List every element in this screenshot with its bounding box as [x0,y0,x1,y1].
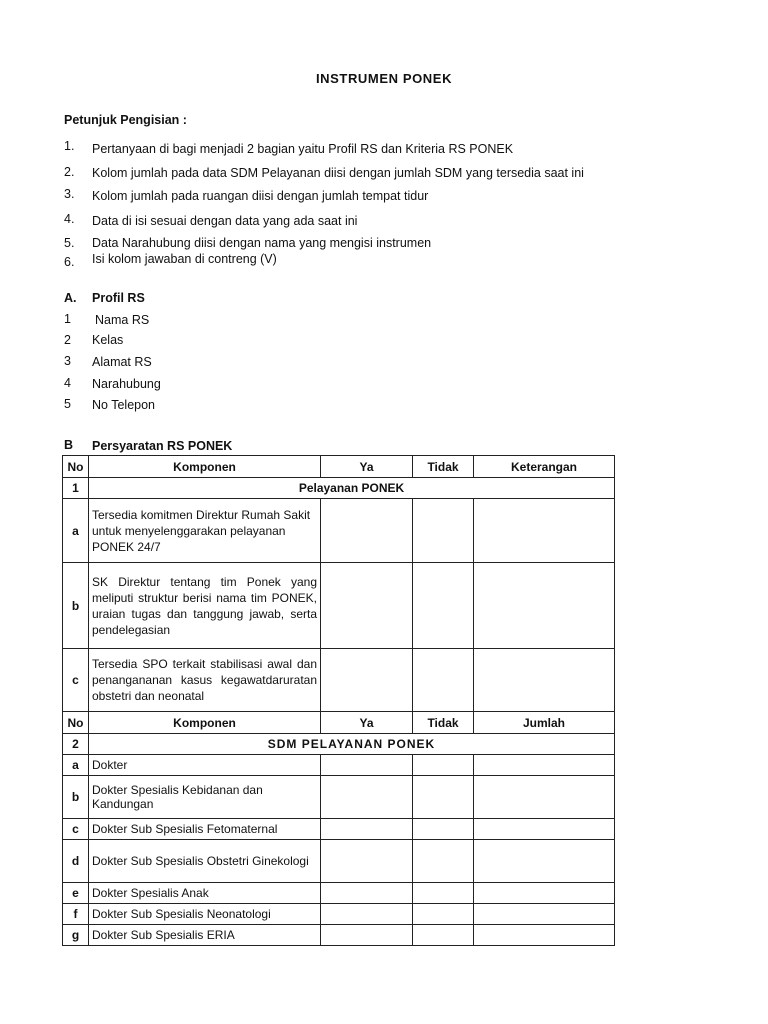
ya-checkbox-cell[interactable] [321,755,413,776]
instruction-text: Pertanyaan di bagi menjadi 2 bagian yaitu Profil RS dan Kriteria RS PONEK [92,142,514,156]
row-letter: g [63,925,89,946]
section-number: 1 [63,478,89,499]
profile-number: 1 [64,312,71,326]
row-letter: e [63,883,89,904]
column-header-keterangan: Keterangan [474,456,615,478]
instruction-number: 4. [64,212,75,226]
row-description: Dokter Spesialis Kebidanan dan Kandungan [89,776,321,819]
ya-checkbox-cell[interactable] [321,819,413,840]
column-header-no: No [63,456,89,478]
row-letter: a [63,755,89,776]
instruction-number: 3. [64,187,75,201]
row-letter: a [63,499,89,563]
table-row [63,755,615,776]
column-header-no: No [63,712,89,734]
profile-number: 3 [64,354,71,368]
ya-checkbox-cell[interactable] [321,840,413,883]
instruction-text: Data di isi sesuai dengan data yang ada saat ini [92,214,358,228]
jumlah-cell[interactable] [474,925,615,946]
ya-checkbox-cell[interactable] [321,776,413,819]
profile-label-narahubung: Narahubung [92,377,161,391]
row-description: Dokter Spesialis Anak [89,883,321,904]
jumlah-cell[interactable] [474,840,615,883]
row-description: Dokter Sub Spesialis Fetomaternal [89,819,321,840]
tidak-checkbox-cell[interactable] [413,563,474,649]
section-a-heading: Profil RS [92,291,145,305]
instructions-heading: Petunjuk Pengisian : [64,113,187,127]
row-description: Dokter Sub Spesialis Obstetri Ginekologi [89,840,321,883]
tidak-checkbox-cell[interactable] [413,776,474,819]
section-number: 2 [63,734,89,755]
section-b-heading: Persyaratan RS PONEK [92,439,233,453]
jumlah-cell[interactable] [474,883,615,904]
jumlah-cell[interactable] [474,776,615,819]
column-header-komponen: Komponen [89,456,321,478]
section-row [63,478,615,499]
row-description: Dokter Sub Spesialis Neonatologi [89,904,321,925]
section-b-letter: B [64,438,74,452]
keterangan-cell[interactable] [474,649,615,712]
row-letter: d [63,840,89,883]
column-header-jumlah: Jumlah [474,712,615,734]
table-row [63,904,615,925]
table-row [63,649,615,712]
instruction-text: Kolom jumlah pada data SDM Pelayanan diisi dengan jumlah SDM yang tersedia saat ini [92,166,584,180]
profile-number: 2 [64,333,71,347]
instruction-number: 5. [64,236,75,250]
requirements-table [62,455,615,946]
table-header-row [63,712,615,734]
profile-label-telepon: No Telepon [92,398,156,412]
instruction-text: Kolom jumlah pada ruangan diisi dengan jumlah tempat tidur [92,189,429,203]
table-row [63,925,615,946]
table-row [63,499,615,563]
section-title: SDM PELAYANAN PONEK [89,734,615,755]
tidak-checkbox-cell[interactable] [413,883,474,904]
row-description: Tersedia SPO terkait stabilisasi awal dan penangananan kasus kegawatdaruratan obstetri dan neonatal [89,649,321,712]
instruction-number: 1. [64,139,75,153]
table-header-row [63,456,615,478]
section-row [63,734,615,755]
profile-label-nama-rs: Nama RS [95,313,150,327]
tidak-checkbox-cell[interactable] [413,755,474,776]
column-header-komponen: Komponen [89,712,321,734]
tidak-checkbox-cell[interactable] [413,649,474,712]
profile-number: 5 [64,397,71,411]
keterangan-cell[interactable] [474,563,615,649]
row-description: SK Direktur tentang tim Ponek yang meliputi struktur berisi nama tim PONEK, uraian tugas dan tanggung jawab, serta pendelegasian [89,563,321,649]
section-title: Pelayanan PONEK [89,478,615,499]
row-letter: c [63,819,89,840]
table-row [63,840,615,883]
tidak-checkbox-cell[interactable] [413,840,474,883]
ya-checkbox-cell[interactable] [321,883,413,904]
profile-label-alamat: Alamat RS [92,355,152,369]
jumlah-cell[interactable] [474,819,615,840]
row-letter: c [63,649,89,712]
ya-checkbox-cell[interactable] [321,499,413,563]
section-a-letter: A. [64,291,77,305]
row-description: Dokter Sub Spesialis ERIA [89,925,321,946]
table-row [63,819,615,840]
column-header-ya: Ya [321,712,413,734]
table-row [63,563,615,649]
tidak-checkbox-cell[interactable] [413,925,474,946]
row-letter: f [63,904,89,925]
row-description: Dokter [89,755,321,776]
column-header-tidak: Tidak [413,456,474,478]
row-letter: b [63,563,89,649]
profile-number: 4 [64,376,71,390]
instruction-text: Data Narahubung diisi dengan nama yang mengisi instrumen [92,236,432,250]
jumlah-cell[interactable] [474,904,615,925]
table-row [63,883,615,904]
document-title: INSTRUMEN PONEK [315,71,453,86]
row-description: Tersedia komitmen Direktur Rumah Sakit untuk menyelenggarakan pelayanan PONEK 24/7 [89,499,321,563]
tidak-checkbox-cell[interactable] [413,499,474,563]
tidak-checkbox-cell[interactable] [413,904,474,925]
ya-checkbox-cell[interactable] [321,904,413,925]
instruction-number: 2. [64,165,75,179]
ya-checkbox-cell[interactable] [321,925,413,946]
ya-checkbox-cell[interactable] [321,649,413,712]
instruction-text: Isi kolom jawaban di contreng (V) [92,252,277,266]
keterangan-cell[interactable] [474,499,615,563]
instruction-number: 6. [64,255,75,269]
ya-checkbox-cell[interactable] [321,563,413,649]
column-header-tidak: Tidak [413,712,474,734]
column-header-ya: Ya [321,456,413,478]
row-letter: b [63,776,89,819]
jumlah-cell[interactable] [474,755,615,776]
table-row [63,776,615,819]
profile-label-kelas: Kelas [92,333,124,347]
tidak-checkbox-cell[interactable] [413,819,474,840]
